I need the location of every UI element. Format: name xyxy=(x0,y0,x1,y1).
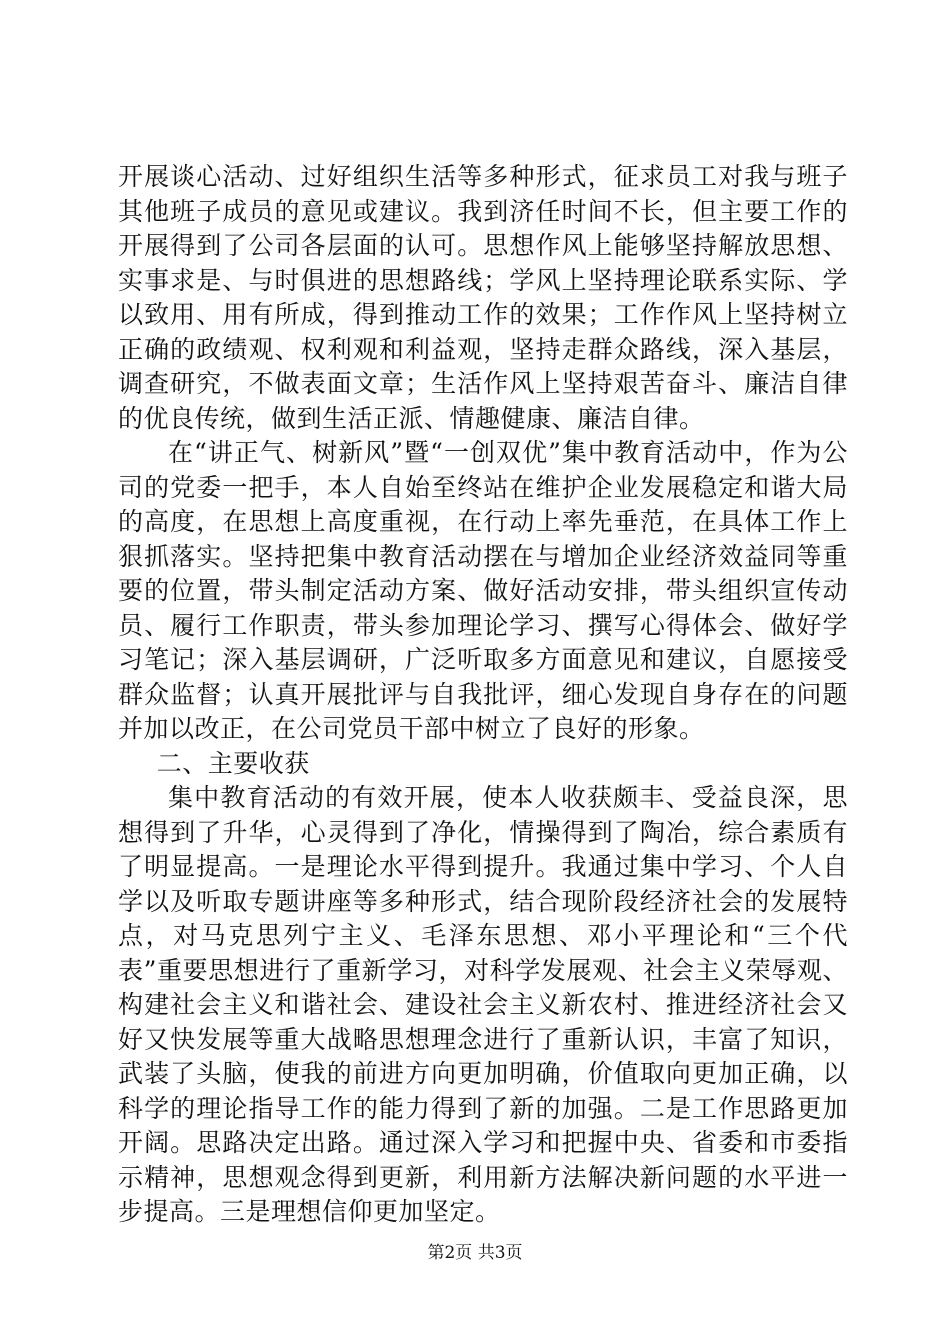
page-footer: 第2页 共3页 xyxy=(427,1243,523,1263)
paragraph-2: 在“讲正气、树新风”暨“一创双优”集中教育活动中，作为公司的党委一把手，本人自始至终站在维护企业发展稳定和谐大局的高度，在思想上高度重视，在行动上率先垂范，在具体工作上狠抓落实。坚持把集中教育活动摆在与增加企业经济效益同等重要的位置，带头制定活动方案、做好活动安排，带头组织宣传动员、履行工作职责，带头参加理论学习、撰写心得体会、做好学习笔记；深入基层调研，广泛听取多方面意见和建议，自愿接受群众监督；认真开展批评与自我批评，细心发现自身存在的问题并加以改正，在公司党员干部中树立了良好的形象。 xyxy=(118,438,848,743)
paragraph-1: 开展谈心活动、过好组织生活等多种形式，征求员工对我与班子其他班子成员的意见或建议。我到济任时间不长，但主要工作的开展得到了公司各层面的认可。思想作风上能够坚持解放思想、实事求是、与时俱进的思想路线；学风上坚持理论联系实际、学以致用、用有所成，得到推动工作的效果；工作作风上坚持树立正确的政绩观、权利观和利益观，坚持走群众路线，深入基层，调查研究，不做表面文章；生活作风上坚持艰苦奋斗、廉洁自律的优良传统，做到生活正派、情趣健康、廉洁自律。 xyxy=(118,162,848,433)
paragraph-3: 集中教育活动的有效开展，使本人收获颇丰、受益良深，思想得到了升华，心灵得到了净化，情操得到了陶冶，综合素质有了明显提高。一是理论水平得到提升。我通过集中学习、个人自学以及听取专题讲座等多种形式，结合现阶段经济社会的发展特点，对马克思列宁主义、毛泽东思想、邓小平理论和“三个代表”重要思想进行了重新学习，对科学发展观、社会主义荣辱观、构建社会主义和谐社会、建设社会主义新农村、推进经济社会又好又快发展等重大战略思想理念进行了重新认识，丰富了知识，武装了头脑，使我的前进方向更加明确，价值取向更加正确，以科学的理论指导工作的能力得到了新的加强。二是工作思路更加开阔。思路决定出路。通过深入学习和把握中央、省委和市委指示精神，思想观念得到更新，利用新方法解决新问题的水平进一步提高。三是理想信仰更加坚定。 xyxy=(118,783,848,1226)
section-heading: 二、主要收获 xyxy=(156,748,310,778)
document-body xyxy=(118,160,848,1230)
